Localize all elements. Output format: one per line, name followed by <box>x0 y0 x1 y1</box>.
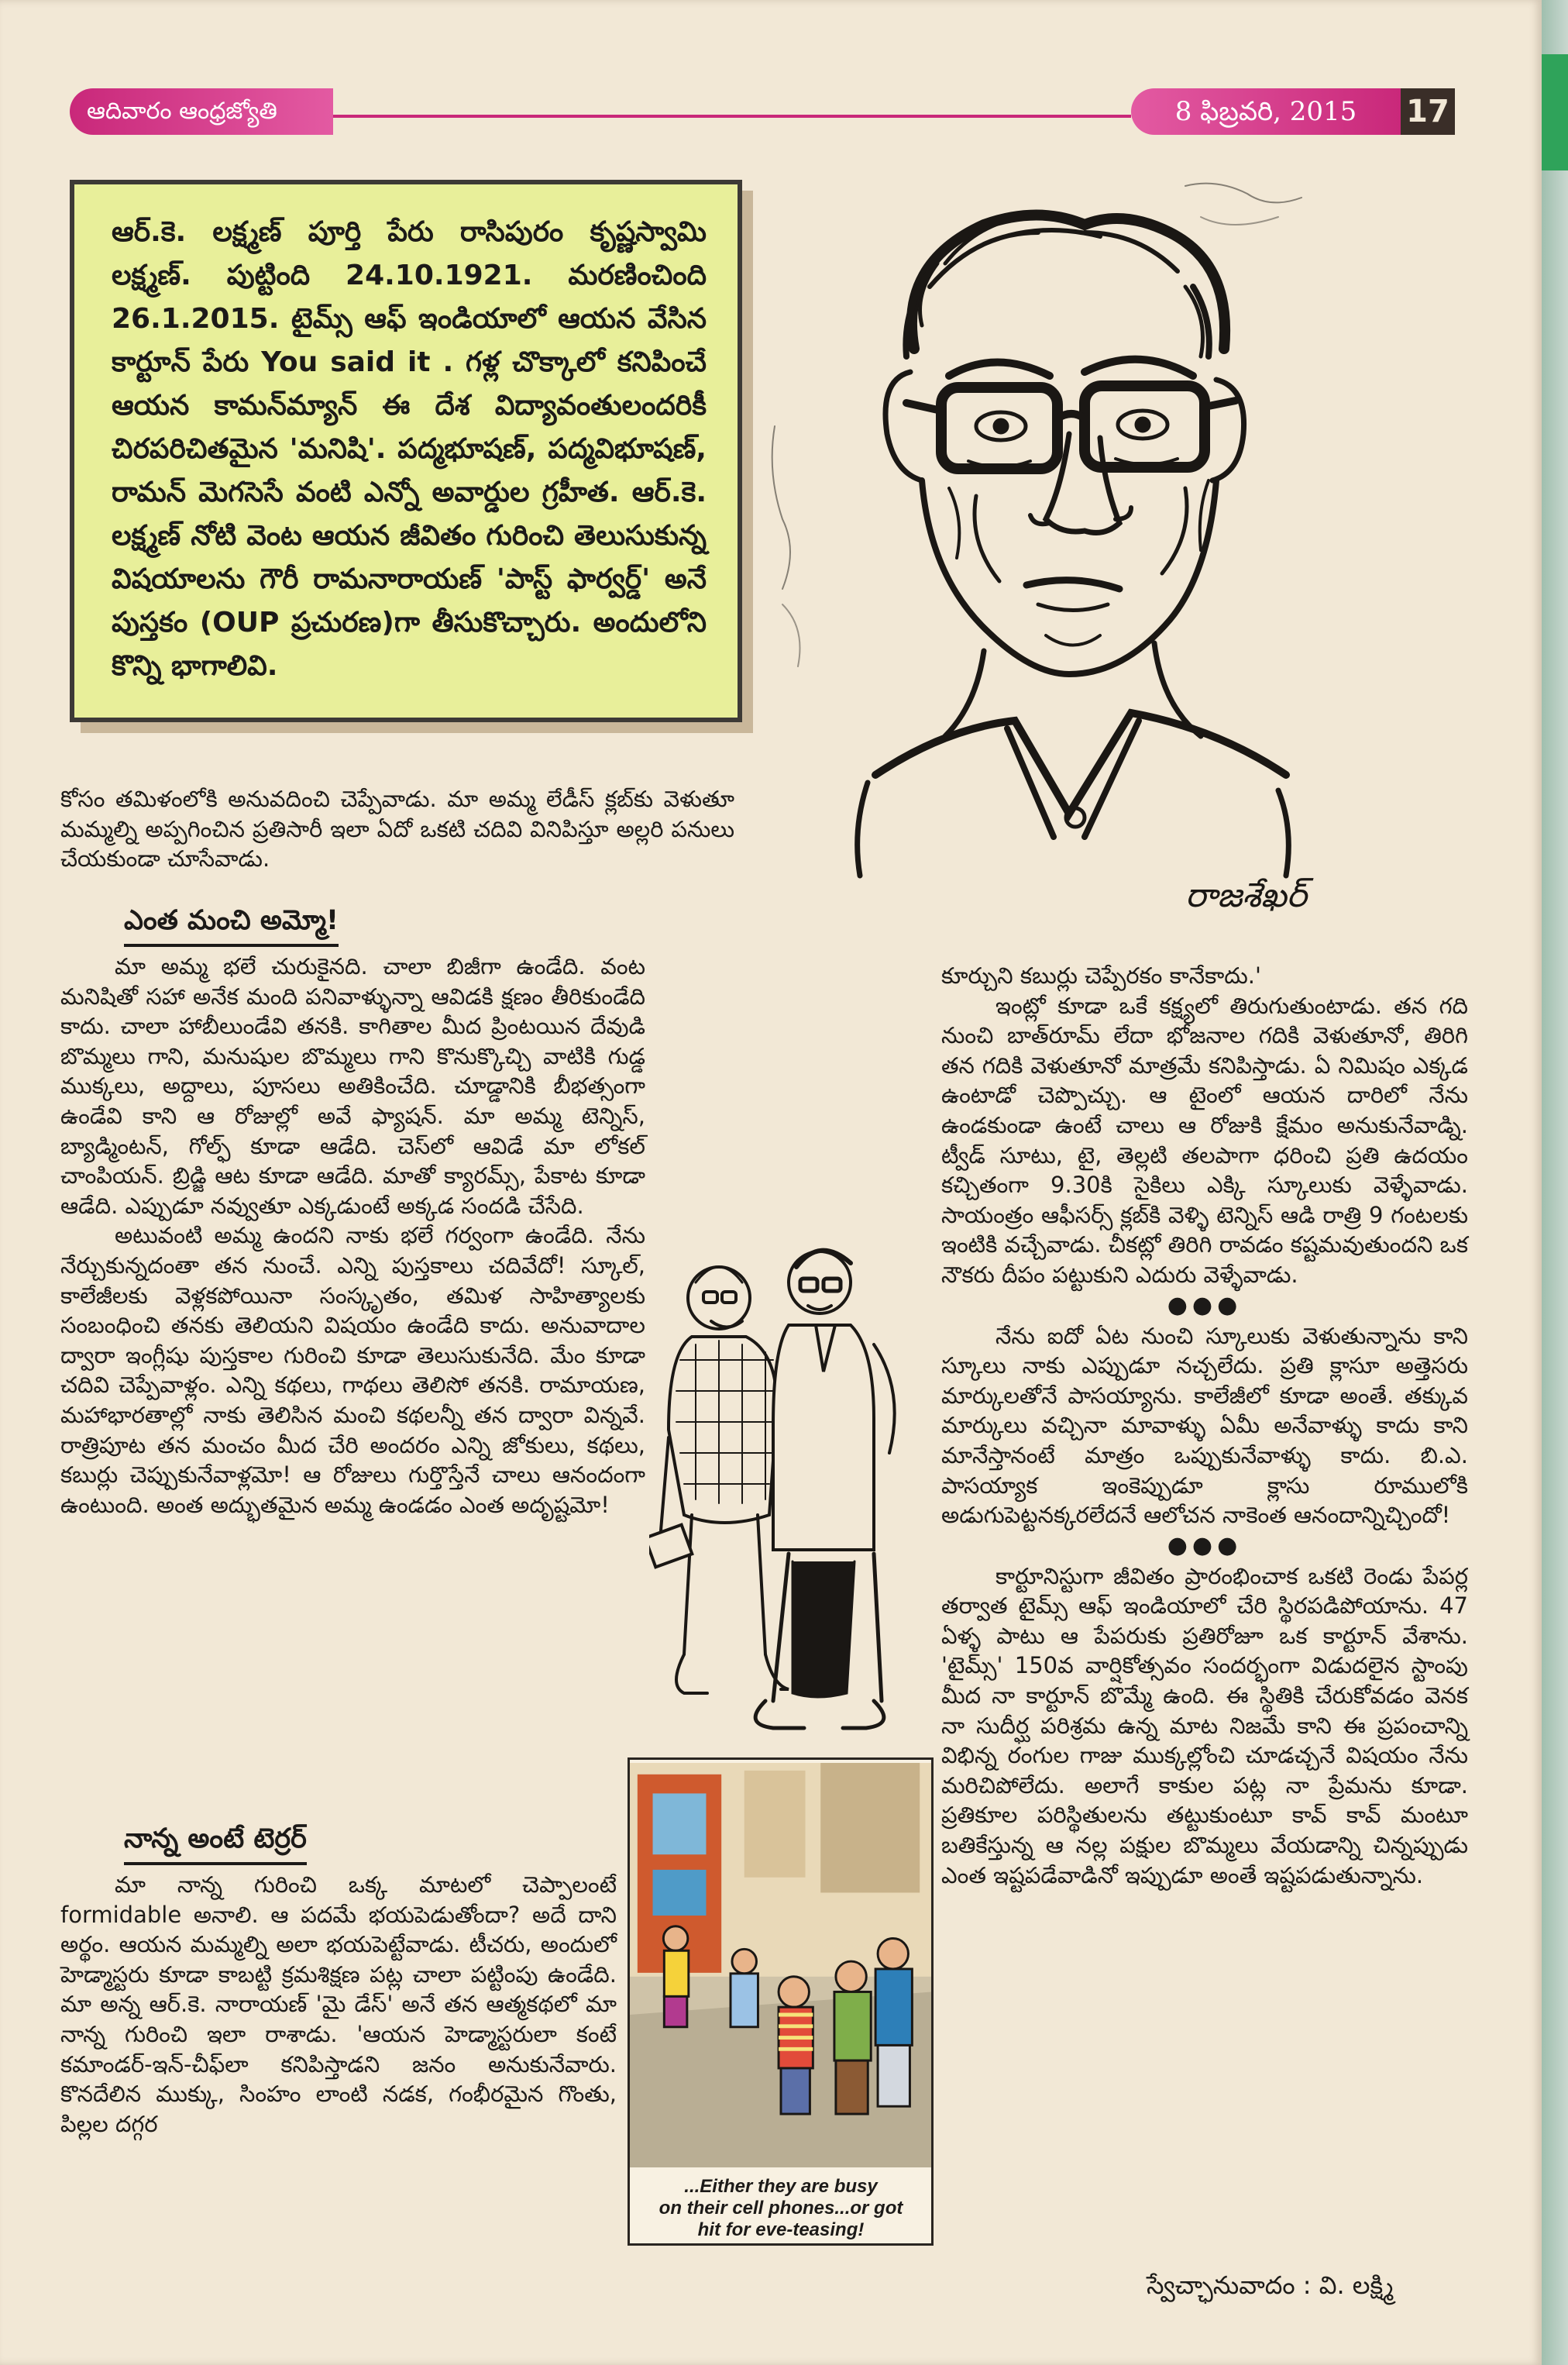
rk-laxman-portrait-sketch <box>751 170 1356 945</box>
caption-line-3: hit for eve-teasing! <box>697 2219 865 2240</box>
section-divider-1: ●●● <box>1167 1291 1243 1319</box>
cartoon-caption <box>629 2176 933 2241</box>
common-man-cartoon <box>649 1236 928 1747</box>
adjacent-page-edge <box>1542 0 1568 2365</box>
caption-line-2: on their cell phones...or got <box>658 2198 903 2219</box>
left-col-opening <box>60 784 734 874</box>
magazine-name-banner: ఆదివారం ఆంధ్రజ్యోతి <box>70 88 333 135</box>
left-col-body <box>60 952 645 1520</box>
heading-mother-text: ఎంత మంచి అమ్మో! <box>124 905 339 947</box>
right-paragraph-2: ఇంట్లో కూడా ఒకే కక్ష్యలో తిరుగుతుంటాడు. తన గది నుంచి బాత్‌రూమ్ లేదా భోజనాల గదికి వెళుతూనో, తిరిగి తన గదికి వెళుతూనో మాత్రమే కనిపిస్తాడు. ఏ నిమిషం ఎక్కడ ఉంటాడో చెప్పొచ్చు. ఆ టైంలో ఆయన దారిలో నేను ఉండకుండా ఉంటే చాలు ఆ రోజుకి క్షేమం అనుకునేవాడ్ని. ట్వీడ్ సూటు, టై, తెల్లటి తలపాగా ధరించి ప్రతి ఉదయం కచ్చితంగా 9.30కి సైకిలు ఎక్కి స్కూలుకు వెళ్ళేవాడు. సాయంత్రం ఆఫీసర్స్ క్లబ్‌కి వెళ్ళి టెన్నిస్ ఆడి రాత్రి 9 గంటలకు ఇంటికి వచ్చేవాడు. చీకట్లో తిరిగి రావడం కష్టమవుతుందని ఒక నౌకరు దీపం పట్టుకుని ఎదురు వెళ్ళేవాడు. <box>941 992 1468 1288</box>
intro-box: ఆర్.కె. లక్ష్మణ్ పూర్తి పేరు రాసిపురం కృష్ణస్వామి లక్ష్మణ్. పుట్టింది 24.10.1921. మరణించింది 26.1.2015. టైమ్స్ ఆఫ్ ఇండియాలో ఆయన వేసిన కార్టూన్ పేరు You said it . గళ్ల చొక్కాలో కనిపించే ఆయన కామన్‌మ్యాన్ ఈ దేశ విద్యావంతులందరికీ చిరపరిచితమైన 'మనిషి'. పద్మభూషణ్, పద్మవిభూషణ్, రామన్ మెగసెసే వంటి ఎన్నో అవార్డుల గ్రహీత. ఆర్.కె. లక్ష్మణ్ నోటి వెంట ఆయన జీవితం గురించి తెలుసుకున్న విషయాలను గౌరీ రామనారాయణ్ 'పాస్ట్ ఫార్వర్డ్' అనే పుస్తకం (OUP ప్రచురణ)గా తీసుకొచ్చారు. అందులోని కొన్ని భాగాలివి. <box>70 180 742 722</box>
left-col-father <box>60 1870 617 2139</box>
adjacent-page-band <box>1542 54 1568 170</box>
father-paragraph: మా నాన్న గురించి ఒక్క మాటలో చెప్పాలంటే formidable అనాలి. ఆ పదమే భయపెడుతోందా? అదే దాని అర్థం. ఆయన మమ్మల్ని అలా భయపెట్టేవాడు. టీచరు, అందులో హెడ్మాస్టరు కూడా కాబట్టి క్రమశిక్షణ పట్ల చాలా పట్టింపు ఉండేది. మా అన్న ఆర్.కె. నారాయణ్ 'మై డేస్' అనే తన ఆత్మకథలో మా నాన్న గురించి ఇలా రాశాడు. 'ఆయన హెడ్మాస్టరులా కంటే కమాండర్-ఇన్-చీఫ్‌లా కనిపిస్తాడని జనం అనుకునేవారు. కొనదేలిన ముక్కు, సింహం లాంటి నడక, గంభీరమైన గొంతు, పిల్లల దగ్గర <box>60 1871 617 2137</box>
right-paragraph-1: కూర్చుని కబుర్లు చెప్పేరకం కానేకాదు.' <box>941 962 1261 989</box>
page-number: 17 <box>1401 88 1455 135</box>
mother-paragraph-1: మా అమ్మ భలే చురుకైనది. చాలా బిజీగా ఉండేది. వంట మనిషితో సహా అనేక మంది పనివాళ్ళున్నా ఆవిడకి క్షణం తీరికుండేది కాదు. చాలా హాబీలుండేవి తనకి. కాగితాల మీద ప్రింటయిన దేవుడి బొమ్మలు గాని, మనుషుల బొమ్మలు గాని కొనుక్కొచ్చి వాటికి గుడ్డ ముక్కలు, అద్దాలు, పూసలు అతికించేది. చూడ్డానికి బీభత్సంగా ఉండేవి కాని ఆ రోజుల్లో అవే ఫ్యాషన్. మా అమ్మ టెన్నిస్, బ్యాడ్మింటన్, గోల్ఫ్ కూడా ఆడేది. చెస్‌లో ఆవిడే మా లోకల్ చాంపియన్. బ్రిడ్జి ఆట కూడా ఆడేది. మాతో క్యారమ్స్, పేకాట కూడా ఆడేది. ఎప్పుడూ నవ్వుతూ ఎక్కడుంటే అక్కడ సందడి చేసేది. <box>60 953 645 1219</box>
right-paragraph-3: నేను ఐదో ఏట నుంచి స్కూలుకు వెళుతున్నాను కాని స్కూలు నాకు ఎప్పుడూ నచ్చలేదు. ప్రతి క్లాసూ అత్తెసరు మార్కులతోనే పాసయ్యాను. కాలేజీలో కూడా అంతే. తక్కువ మార్కులు వచ్చినా మావాళ్ళు ఏమీ అనేవాళ్ళు కాదు కాని మానేస్తానంటే మాత్రం ఒప్పుకునేవాళ్ళు కాదు. బి.ఎ. పాసయ్యాక ఇంకెప్పుడూ క్లాసు రూములోకి అడుగుపెట్టనక్కరలేదనే ఆలోచన నాకెంత ఆనందాన్నిచ్చిందో! <box>941 1322 1468 1529</box>
mother-paragraph-2: అటువంటి అమ్మ ఉందని నాకు భలే గర్వంగా ఉండేది. నేను నేర్చుకున్నదంతా తన నుంచే. ఎన్ని పుస్తకాలు చదివేదో! స్కూల్, కాలేజీలకు వెళ్లకపోయినా సంస్కృతం, తమిళ సాహిత్యాలకు సంబంధించి తనకు తెలియని విషయం ఉండేది కాదు. అనువాదాల ద్వారా ఇంగ్లీషు పుస్తకాల గురించి కూడా తెలుసుకునేది. మేం కూడా చదివి చెప్పేవాళ్లం. ఎన్ని కథలు, గాథలు తెలిసో తనకి. రామాయణ, మహాభారతాల్లో నాకు తెలిసిన మంచి కథలన్నీ తన ద్వారా విన్నవే. రాత్రిపూట తన మంచం మీద చేరి అందరం ఎన్ని జోకులు, కథలు, కబుర్లు చెప్పుకునేవాళ్లమో! ఆ రోజులు గుర్తొస్తేనే చాలు ఆనందంగా ఉంటుంది. అంత అద్భుతమైన అమ్మ ఉండడం ఎంత అదృష్టమో! <box>60 1222 645 1518</box>
issue-date: 8 ఫిబ్రవరి, 2015 <box>1131 88 1401 135</box>
heading-mother <box>124 905 339 947</box>
section-divider-2: ●●● <box>1167 1531 1243 1559</box>
translation-credit: స్వేచ్ఛానువాదం : వి. లక్ష్మి <box>1147 2270 1394 2300</box>
eve-teasing-cartoon <box>630 1760 931 2170</box>
eve-teasing-cartoon-frame <box>628 1757 934 2246</box>
right-paragraph-4: కార్టూనిస్టుగా జీవితం ప్రారంభించాక ఒకటి రెండు పేపర్ల తర్వాత టైమ్స్ ఆఫ్ ఇండియాలో చేరి స్థిరపడిపోయాను. 47 ఏళ్ళ పాటు ఆ పేపరుకు ప్రతిరోజూ ఒక కార్టూన్ వేశాను. 'టైమ్స్' 150వ వార్షికోత్సవం సందర్భంగా విడుదలైన స్టాంపు మీద నా కార్టూన్ బొమ్మే ఉంది. ఈ స్థితికి చేరుకోవడం వెనక నా సుదీర్ఘ పరిశ్రమ ఉన్న మాట నిజమే కాని ఈ ప్రపంచాన్ని విభిన్న రంగుల గాజు ముక్కల్లోంచి చూడచ్చనే విషయం నేను మరిచిపోలేదు. అలాగే కాకుల పట్ల నా ప్రేమను కూడా. ప్రతికూల పరిస్థితులను తట్టుకుంటూ కావ్ కావ్ మంటూ బతికేస్తున్న ఆ నల్ల పక్షుల బొమ్మలు వేయడాన్ని చిన్నప్పుడు ఎంత ఇష్టపడేవాడినో ఇప్పుడూ అంతే ఇష్టపడుతున్నాను. <box>941 1562 1468 1888</box>
caption-line-1: ...Either they are busy <box>684 2176 878 2197</box>
header-rule <box>333 115 1131 118</box>
right-col-body <box>941 961 1468 1890</box>
portrait-signature: రాజశేఖర్ <box>1185 876 1307 915</box>
heading-father-text: నాన్న అంటే టెర్రర్ <box>124 1823 307 1865</box>
heading-father <box>124 1823 307 1865</box>
opening-paragraph: కోసం తమిళంలోకి అనువదించి చెప్పేవాడు. మా అమ్మ లేడీస్ క్లబ్‌కు వెళుతూ మమ్మల్ని అప్పగించిన ప్రతిసారీ ఇలా ఏదో ఒకటి చదివి వినిపిస్తూ అల్లరి పనులు చేయకుండా చూసేవాడు. <box>60 786 734 873</box>
